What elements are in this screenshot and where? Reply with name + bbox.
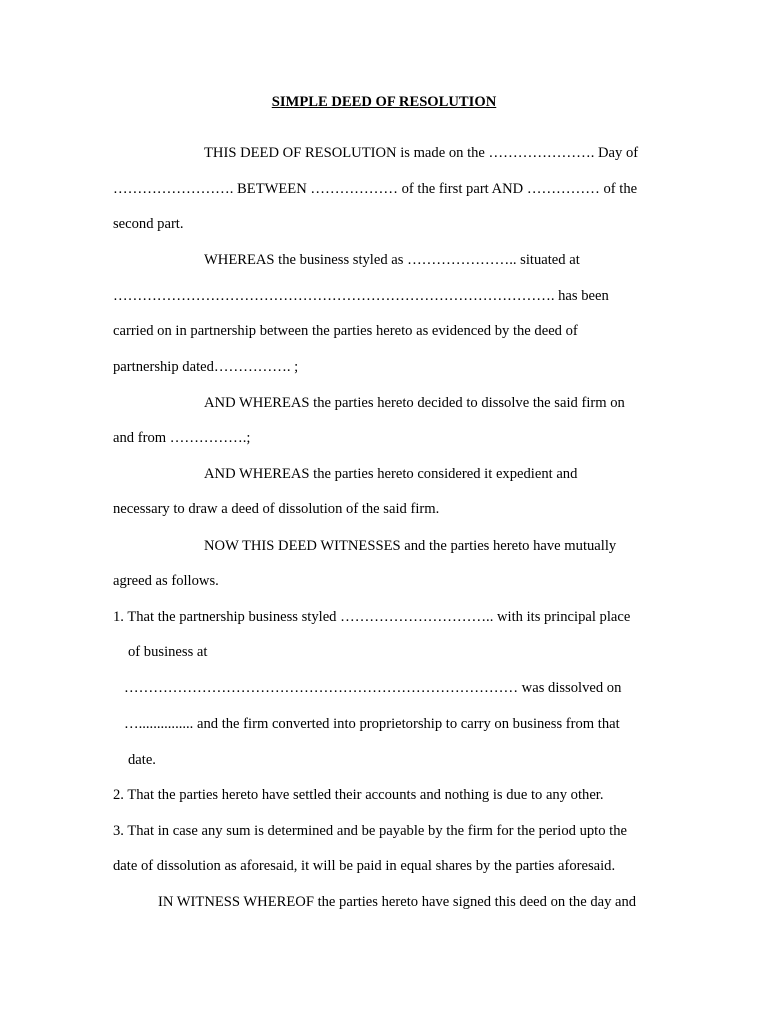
clause-1-business-line: of business at — [128, 644, 208, 660]
in-witness-line: IN WITNESS WHEREOF the parties hereto have signed this deed on the day and — [158, 894, 637, 910]
whereas-dated-line: partnership dated……………. ; — [113, 359, 299, 375]
clause-1-line: 1. That the partnership business styled ………………………….. with its principal place — [113, 609, 631, 625]
clause-3-continuation: date of dissolution as aforesaid, it will be paid in equal shares by the parties aforesaid. — [113, 858, 616, 874]
whereas-address-line: ………………………………………………………………………………. has been — [113, 288, 609, 304]
and-whereas-necessary-line: necessary to draw a deed of dissolution of the said firm. — [113, 501, 440, 517]
whereas-partnership-line: carried on in partnership between the parties hereto as evidenced by the deed of — [113, 323, 578, 339]
deed-parties-line: ……………………. BETWEEN ……………… of the first part AND …………… of the — [113, 181, 638, 197]
and-whereas-date-line: and from …………….; — [113, 430, 251, 446]
clause-1-date-line: date. — [128, 752, 156, 768]
document-title: SIMPLE DEED OF RESOLUTION — [271, 94, 497, 110]
clause-3-line: 3. That in case any sum is determined and be payable by the firm for the period upto the — [113, 823, 628, 839]
deed-parties-continuation: second part. — [113, 216, 184, 232]
and-whereas-expedient-line: AND WHEREAS the parties hereto considered it expedient and — [204, 466, 578, 482]
clause-1-proprietorship-line: …............... and the firm converted into proprietorship to carry on business from that — [124, 716, 620, 732]
deed-opening-line: THIS DEED OF RESOLUTION is made on the …………………. Day of — [204, 145, 639, 161]
whereas-business-line: WHEREAS the business styled as ………………….. situated at — [204, 252, 580, 268]
now-witnesses-line: NOW THIS DEED WITNESSES and the parties hereto have mutually — [204, 538, 617, 554]
and-whereas-dissolve-line: AND WHEREAS the parties hereto decided to dissolve the said firm on — [204, 395, 625, 411]
clause-2-line: 2. That the parties hereto have settled their accounts and nothing is due to any other. — [113, 787, 604, 803]
clause-1-dissolved-line: ……………………………………………………………………… was dissolved on — [124, 680, 622, 696]
now-witnesses-continuation: agreed as follows. — [113, 573, 219, 589]
